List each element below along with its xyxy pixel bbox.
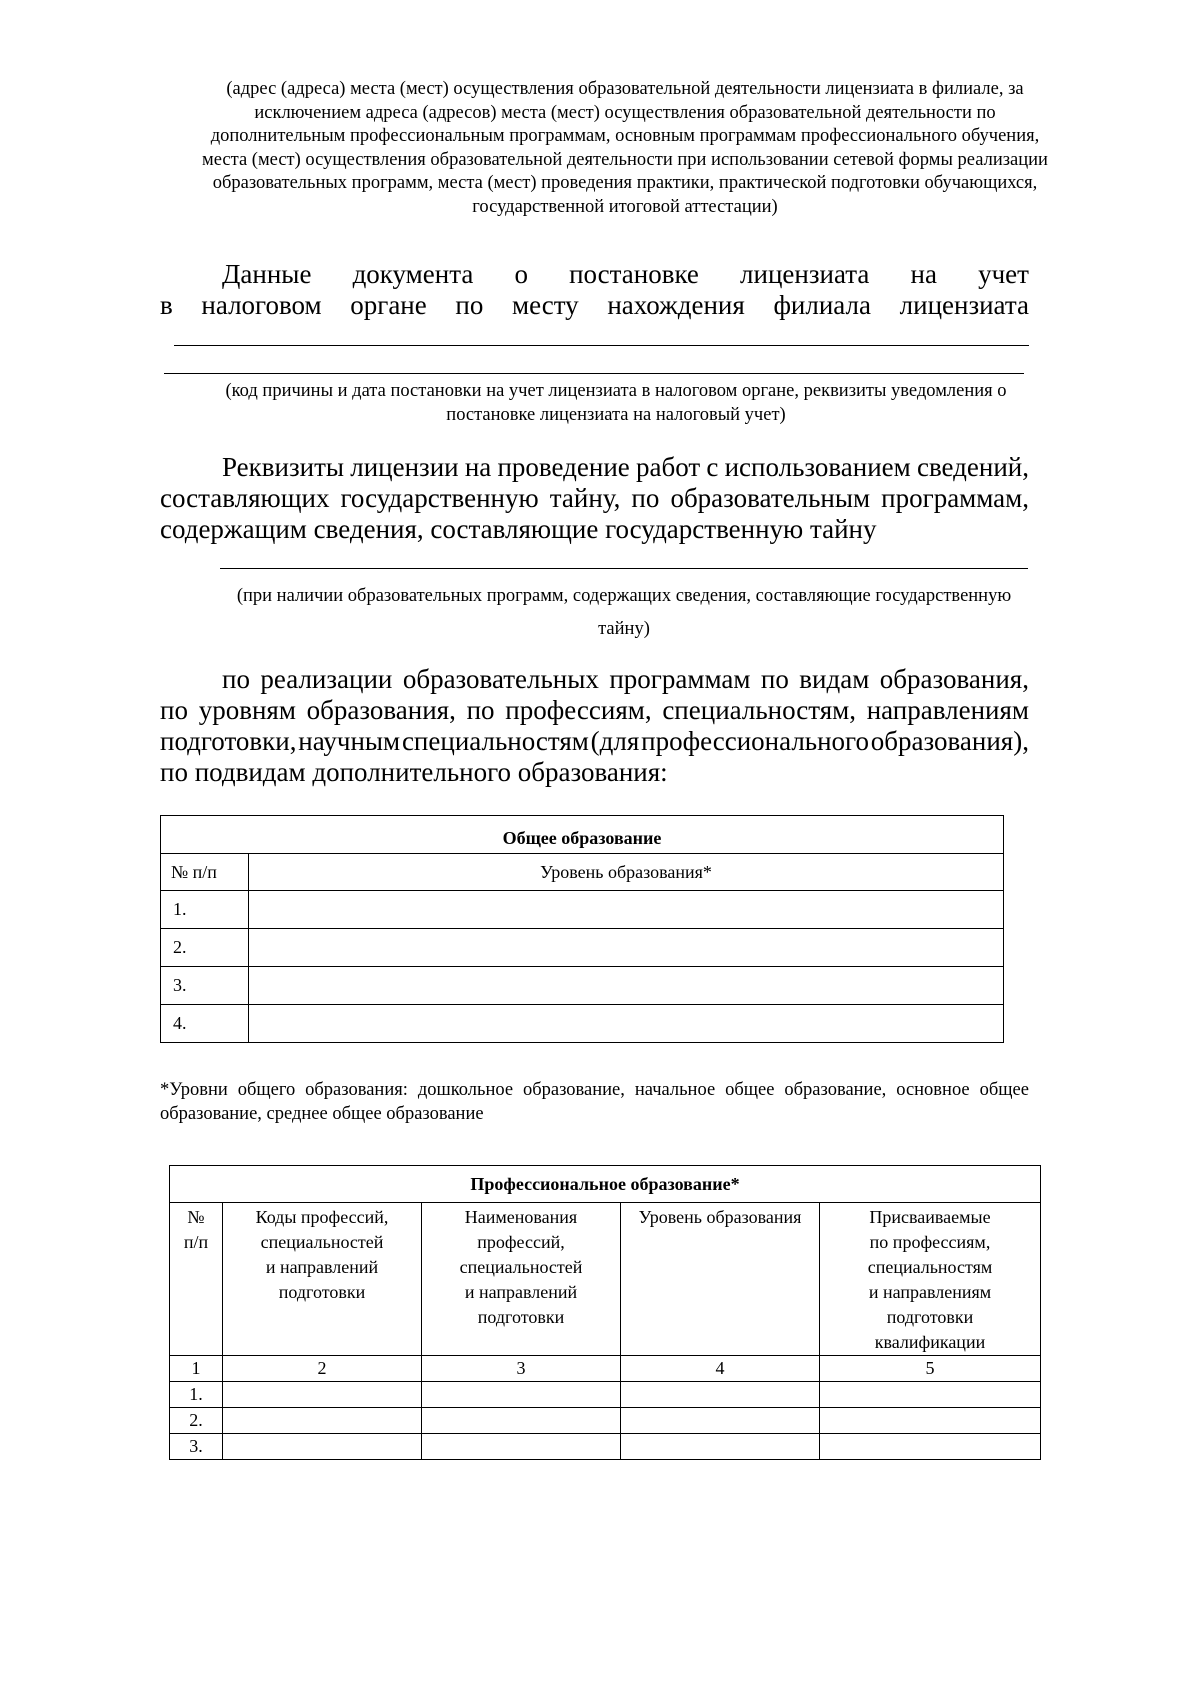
word: по [760, 664, 789, 694]
row-number: 3. [170, 1434, 223, 1460]
table-cell [621, 1408, 820, 1434]
programs-intro-line-2 [160, 693, 1029, 727]
column-number: 4 [621, 1356, 820, 1382]
fill-line [174, 345, 1029, 346]
table-header-row [161, 854, 1004, 891]
header-line: профессий, [477, 1232, 565, 1252]
word: образование, [784, 1080, 887, 1100]
note-line: тайну) [598, 619, 650, 639]
fill-line [220, 568, 1028, 569]
row-number: 2. [161, 929, 249, 967]
word: образование, [522, 1080, 625, 1100]
tax-registration-line-2 [160, 288, 1029, 322]
word: программам, [881, 483, 1029, 513]
branch-address-note [160, 78, 1090, 219]
word: общее [725, 1080, 775, 1100]
word: органе [350, 290, 427, 320]
note-line: места (мест) осуществления образовательной деятельности при использовании сетевой формы реализации [202, 149, 1048, 170]
header-line: и направлениям [868, 1282, 992, 1302]
note-line: (адрес (адреса) места (мест) осуществления образовательной деятельности лицензиата в филиале, за [226, 79, 1024, 99]
word: на [910, 259, 937, 289]
word: лицензиата [740, 259, 870, 289]
word: общее [979, 1080, 1029, 1100]
word: начальное [634, 1080, 716, 1100]
word: основное [896, 1080, 970, 1100]
word: общего [237, 1080, 296, 1100]
general-education-footnote-line-2: образование, среднее общее образование [160, 1104, 484, 1124]
word: по [466, 695, 495, 725]
table-cell [621, 1382, 820, 1408]
note-line: постановке лицензиата на налоговый учет) [446, 405, 786, 425]
word: постановке [569, 259, 699, 289]
word: профессиям, [505, 695, 652, 725]
header-line: и направлений [265, 1257, 379, 1277]
note-line: образовательных программ, места (мест) проведения практики, практической подготовки обучающихся, [212, 173, 1038, 193]
note-line: (код причины и дата постановки на учет лицензиата в налоговом органе, реквизиты уведомления о [225, 381, 1007, 401]
state-secret-line-2 [160, 481, 1029, 515]
word: образования, [879, 664, 1029, 694]
table-title: Профессиональное образование* [170, 1166, 1041, 1203]
word: нахождения [607, 290, 745, 320]
word: работ [635, 452, 701, 482]
state-secret-line-3: содержащим сведения, составляющие государственную тайну [160, 514, 877, 544]
table-row [161, 1005, 1004, 1043]
word: филиала [773, 290, 871, 320]
table-cell [820, 1408, 1041, 1434]
word: (для [590, 726, 640, 756]
programs-intro-line-4: по подвидам дополнительного образования: [160, 757, 668, 787]
row-number: 1. [170, 1382, 223, 1408]
word: тайну, [549, 483, 621, 513]
table-cell [820, 1382, 1041, 1408]
table-row [170, 1382, 1041, 1408]
table-cell [223, 1408, 422, 1434]
table-cell [249, 929, 1004, 967]
word: по [160, 695, 188, 725]
table-row [161, 891, 1004, 929]
word: специальностям [401, 726, 589, 756]
header-line: № [187, 1207, 205, 1227]
note-line: исключением адреса (адресов) места (мест) осуществления образовательной деятельности по [254, 102, 996, 123]
word: с [706, 452, 719, 482]
note-line: (при наличии образовательных программ, содержащих сведения, составляющие государственную [236, 586, 1012, 606]
word: учет [978, 259, 1029, 289]
table-cell [249, 1005, 1004, 1043]
word: подготовки, [160, 726, 297, 756]
row-number: 1. [161, 891, 249, 929]
word: профессионального [641, 726, 869, 756]
word: по [631, 483, 660, 513]
table-cell [820, 1434, 1041, 1460]
table-cell [422, 1434, 621, 1460]
word: лицензии [350, 452, 459, 482]
header-line: специальностей [459, 1257, 583, 1277]
word: образования), [870, 726, 1029, 756]
column-number: 5 [820, 1356, 1041, 1382]
column-header-number [170, 1203, 223, 1356]
header-line: квалификации [874, 1332, 986, 1352]
word: в [160, 290, 173, 320]
header-line: подготовки [278, 1282, 366, 1302]
table-header-row [170, 1203, 1041, 1356]
word: налоговом [201, 290, 322, 320]
header-line: по профессиям, [869, 1232, 991, 1252]
word: образования, [306, 695, 456, 725]
word: сведений, [916, 452, 1029, 482]
word: документа [352, 259, 474, 289]
word: Данные [222, 259, 312, 289]
header-line: специальностям [867, 1257, 993, 1277]
state-secret-line-1 [222, 450, 1029, 484]
tax-registration-note [160, 379, 1072, 427]
column-header-qualifications [820, 1203, 1041, 1356]
word: образовательных [402, 664, 599, 694]
word: использованием [724, 452, 911, 482]
header-line: Присваиваемые [869, 1207, 991, 1227]
tax-registration-line-1 [222, 257, 1029, 291]
word: видам [799, 664, 870, 694]
word: Реквизиты [222, 452, 345, 482]
table-cell [249, 967, 1004, 1005]
word: месту [512, 290, 579, 320]
word: специальностям, [662, 695, 856, 725]
table-title-row [161, 816, 1004, 854]
word: на [464, 452, 492, 482]
header-line: п/п [183, 1232, 209, 1252]
column-header-names [422, 1203, 621, 1356]
state-secret-note [220, 580, 1028, 646]
word: образования: [305, 1080, 408, 1100]
word: о [514, 259, 528, 289]
word: программам [609, 664, 751, 694]
table-cell [223, 1382, 422, 1408]
table-row [161, 967, 1004, 1005]
table-title-row [170, 1166, 1041, 1203]
general-education-table [160, 815, 1004, 1043]
row-number: 3. [161, 967, 249, 1005]
general-education-footnote-line-1 [160, 1078, 1029, 1102]
column-number: 1 [170, 1356, 223, 1382]
table-row [170, 1408, 1041, 1434]
header-line: и направлений [464, 1282, 578, 1302]
table-cell [249, 891, 1004, 929]
header-line: Наименования [464, 1207, 578, 1227]
table-cell [422, 1408, 621, 1434]
row-number: 2. [170, 1408, 223, 1434]
table-row [170, 1434, 1041, 1460]
column-header: № п/п [161, 854, 249, 891]
header-line: подготовки [886, 1307, 974, 1327]
word: лицензиата [899, 290, 1029, 320]
header-line: специальностей [260, 1232, 384, 1252]
column-number-row [170, 1356, 1041, 1382]
word: проведение [497, 452, 630, 482]
fill-line [164, 373, 1024, 374]
table-row [161, 929, 1004, 967]
header-line: подготовки [477, 1307, 565, 1327]
programs-intro-line-3 [160, 724, 1029, 758]
table-title: Общее образование [161, 816, 1004, 854]
table-cell [422, 1382, 621, 1408]
word: государственную [340, 483, 539, 513]
word: *Уровни [160, 1080, 228, 1100]
column-header: Уровень образования* [249, 854, 1004, 891]
word: дошкольное [417, 1080, 514, 1100]
word: составляющих [160, 483, 330, 513]
word: уровням [198, 695, 296, 725]
word: по [455, 290, 484, 320]
column-number: 2 [223, 1356, 422, 1382]
note-line: дополнительным профессиональным программам, основным программам профессионального обучения, [210, 126, 1040, 146]
header-line: Коды профессий, [255, 1207, 389, 1227]
word: реализации [260, 664, 393, 694]
column-number: 3 [422, 1356, 621, 1382]
column-header-codes [223, 1203, 422, 1356]
programs-intro-line-1 [222, 662, 1029, 696]
word: по [222, 664, 250, 694]
word: направлениям [866, 695, 1029, 725]
table-cell [621, 1434, 820, 1460]
column-header-level [621, 1203, 820, 1356]
row-number: 4. [161, 1005, 249, 1043]
word: научным [298, 726, 401, 756]
professional-education-table [169, 1165, 1041, 1460]
word: образовательным [670, 483, 871, 513]
note-line: государственной итоговой аттестации) [472, 196, 778, 217]
table-cell [223, 1434, 422, 1460]
header-line: Уровень образования [638, 1207, 802, 1227]
